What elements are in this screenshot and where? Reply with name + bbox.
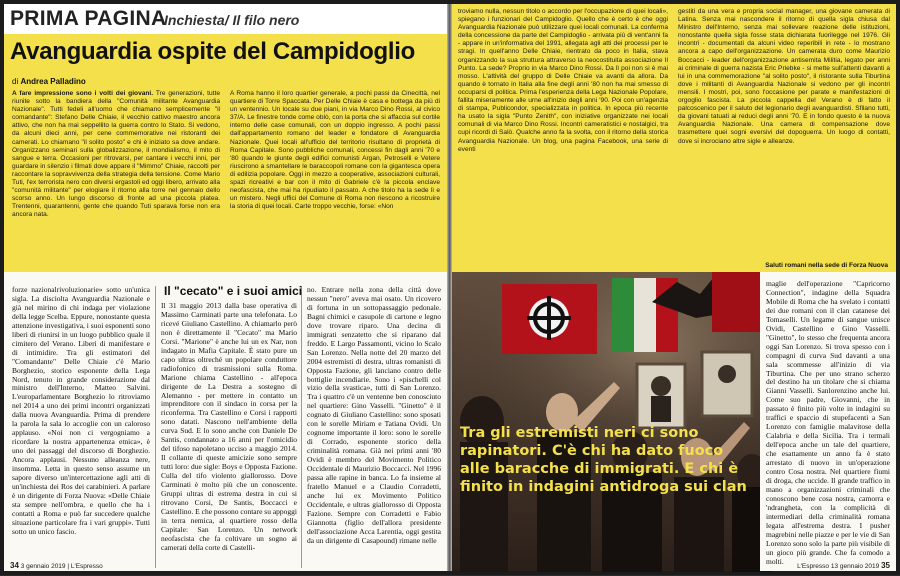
box-column-b: Il 31 maggio 2013 dalla base operativa di Massimo Carminati parte una telefonata. Lo ricevé Giuliano Castellino. A chiamarlo però non è direttamente il "Cecato" ma Mario Corsi. "Marione" è anche lui un ex Nar, non indagato in Mafia Capitale. È stato pure un capo ultras oltreché un popolare conduttore radiofonico di trasmissioni sulla Roma. Marione chiama Castellino - all'epoca dirigente de La Destra a sostegno di Alemanno - per mettere in contatto un imprenditore con il sindaco in corsa per la riconferma. Tra Castellino e Corsi i rapporti sono datati. Nascono nell'ambiente della curva Sud. E lo sono anche con Daniele De Santis, condannato a 16 anni per l'omicidio del tifoso napoletano ucciso a maggio 2014. Il collante di queste amicizie sono sempre tutti loro: due sigle: Boys e Opposta Fazione. Culla del tifo violento giallorosso. Dove Carminati è molto più che un conoscente. Gruppi ultras di estrema destra in cui si ritrovano Corsi, De Santis, Boccacci e Castellino. E che possono contare su appoggi in terra nemica, al quartiere rosso della Capitale: San Lorenzo. Un network neofascista che fa coltivare un sogno ai camerati della corte di Castelli- — [161, 301, 298, 552]
left-page — [4, 4, 447, 571]
article-headline: Avanguardia ospite del Campidoglio — [10, 38, 415, 65]
photo-caption: Saluti romani nella sede di Forza Nuova — [765, 262, 888, 269]
page-number-left: 34 — [10, 561, 19, 570]
byline — [12, 77, 86, 86]
top-column-3: troviamo nulla, nessun titolo o accordo per l'occupazione di quei locali», spiegano i funzionari del Campidoglio. Quello che è certo è che oggi Avanguardia Nazionale può utilizzare quei locali comunali. La conferma della concessione da parte del Campidoglio - arrivata più di vent'anni fa - appare in un'informativa del 1991, allegata agli atti dei processi per le stragi. In quell'anno Delle Chiaie, rientrato da poco in Italia, stava organizzando la sua struttura attraverso la neocostituita associazione Il Punto. La sede? Proprio in via Marco Dino Rossi. Da lì poi non si è mai mosso. L'attività del gruppo di Delle Chiaie va avanti da allora. Da quando è tornato in Italia alla fine degli anni '80 non ha mai smesso di occuparsi di politica. Prima l'esperienza della Lega Nazionale Popolare, fallita miseramente alle urne all'inizio degli anni '90. Poi con un'agenzia di stampa, Publicondor, specializzata in politica. In epoca più recente ha usato la sigla "Punto Zenith", con iniziative organizzate nei locali comunali di via Marco Dino Rossi. Incontri cameratistici e nostalgici, tra cupi ricordi di Salò. Qualche anno fa la svolta, con il ritorno della storica Avanguardia Nazionale. Un blog, una pagina Facebook, una serie di eventi — [458, 8, 668, 153]
box-title: Il "cecato" e i suoi amici — [164, 284, 303, 298]
column-rule — [155, 286, 156, 568]
box-column-a: forze nazionalrivoluzionarie» sotto un'unica sigla. La discioltа Avanguardia Nazionale e già nel mirino di chi indaga per violazione della legge Scelba. Eppure, nonostante questa attenzione investigativa, i suoi esponenti sono liberi di riunirsi in un luogo pubblico quale il cimitero del Verano. Liberi di manifestare e di intimidire. Tra gli estimatori del "Comandante" Delle Chiaie c'è Mario Borghezio, storico esponente della Lega Nord, tenuto in grande considerazione dal ministro dell'Interno, Matteo Salvini. L'europarlamentare Borghezio lo ritroviamo nel 2014 a uno dei primi incontri organizzati dalla nuova Avanguardia. Prima di prendere la parola la sala lo accoglie con un caloroso applauso. «Noi non ci vergogniamo a ricordare la nostra appartenenza etnica», è uno dei passaggi del discorso di Borghezio. Ancora applausi. Nessuno alleanza nere, insomma. Letta in questo senso assume un sapore diverso un'intercettazione agli atti di un'inchiesta dei Ros dei carabinieri. A parlare è un dirigente di Forza Nuova: «Delle Chiaie sta sempre nell'ombra, e quello che ha i contatti a Roma e può far succedere qualche situazione particolare fra i vari gruppi». Tutti sotto un unico fascio. — [12, 285, 150, 536]
section-subtitle: Inchiesta/ Il filo nero — [164, 12, 300, 28]
top-column-1 — [12, 90, 220, 268]
left-footer-meta: 3 gennaio 2019 | L'Espresso — [20, 563, 103, 570]
box-column-d: maglie dell'operazione "Capricorno Connection", indagine della Squadra Mobile di Roma che ha svelato i contatti dei due romani con il clan catanese dei Tomaselli. Un legame di sangue unisce Ovidi, Castellino e Gino Vasselli. "Ginetto", lo stesso che frequenta ancora oggi San Lorenzo. Si trova spesso con i compagni di curva Sud davanti a una sala scommesse all'inizio di via Tiburtina. Che per uno strano scherzo del destino ha un titolare che si chiama Gianni Vasselli. Sanlorenzino anche lui. Come suo padre, Giovanni, che in passato è finito più volte in indagini su traffici e spaccio di stupefacenti a San Lorenzo con famiglie malavitose della Calabria e della Sicilia. Tra i termali dell'epoca anche un tale del quartiere, che esattamente un anno fa è stato arrestato di nuovo in un'operazione contro Cosa nostra. Nel quartiere fiumi di droga, che uccide. Il grande traffico in mano a organizzazioni criminali che conoscono bene cosa nostra, camorra e 'ndrangheta, con la complicità di intermediari della criminalità romana legata all'estrema destra. I pusher magrebini nelle piazze e per le vie di San Lorenzo sono solo la parte più visibile di un gioco più grande. Che fa comodo a molti. — [766, 279, 890, 566]
right-page — [452, 4, 896, 571]
tricolor-flag — [612, 278, 634, 352]
top-column-2: A Roma hanno il loro quartier generale, a pochi passi da Cinecittà, nel quartiere di Torre Spaccata. Per Delle Chiaie è casa e bottega da più di un ventennio. Un locale su due piani, in via Marco Dino Rossi, al civico 37/A. Le finestre tonde come oblò, con la porta che si affaccia sul cortile interno delle case comunali, con un doppio ingresso. A pochi passi dall'appartamento romano del leader e fondatore di Avanguardia Nazionale. Quei locali all'ufficio del territorio risultano di proprietà di Roma Capitale. Sono pubbliche comunali, concessi fin dagli anni '70 e '80 quando le giunte degli edifici comunisti Argan, Petroselli e Vetere riuscirono a smantellare le baraccopoli romane con la gigantesca opera di edilizia popolare. Oggi in mezzo a cooperative, associazioni culturali, spazi ricreativi e bar con il mito di Gabriele c'è la piccola enclave neofascista, che mai ha ripudiato il passato. A che titolo ha la sede lì e un mistero. Negli uffici del Comune di Roma non riescono a ricostruire la storia di quei locali. Carte troppo vecchie, forse: «Non — [230, 90, 440, 211]
byline-author: Andrea Palladino — [20, 77, 86, 86]
right-footer-meta: L'Espresso 13 gennaio 2019 — [797, 563, 880, 570]
lead-sentence: A fare impressione sono i volti dei giovani. — [12, 90, 154, 97]
framed-portrait — [702, 352, 752, 416]
left-footer — [10, 561, 103, 570]
section-header — [4, 4, 447, 34]
right-footer — [797, 561, 890, 570]
box-column-c: no. Entrare nella zona della città dove nessun "nero" aveva mai osato. Un ricovero di fortuna in un sottopassaggio pedonale. Bagni chimici e casupole di cartone e legno dove trovare riparo. Una decina di immigrati senzatetto che si riparano dal freddo. E Largo Passamonti, vicino lo Scalo San Lorenzo. Nella notte del 20 marzo del 2004 estremisti di destra, ultras romanisti di Opposta Fazione, gli lanciano contro delle bottiglie incendiarie. Sono i «pischelli col vizio della svastica», tutti di San Lorenzo. Tra i quattro c'è un ventenne ben conosciuto nel quartiere: Gino Vasselli. "Ginetto" è il cognato di Giuliano Castellino: sono sposati con le sorelle Miriam e Tatiana Ovidi. Un cognome importante il loro: sono le sorelle di Corrado, esponente storico della criminalità romana. Già nei primi anni '80 Ovidi è membro del Movimento Politico Occidentale di Maurizio Boccacci. Nel 1996 passa alle rapine in banca. Lo fa insieme al fratello Manuel e a Claudio Corradetti, anche lui ex Movimento Politico Occidentale, e ultras giallorosso di Opposta Fazione. Sempre con Corradetti e Fabio Giannotta (figlio dell'allora presidente dell'associazione Acca Larentia, oggi gestita da un dirigente di Casapound) rimane nelle — [307, 285, 441, 545]
top-column-4: gestiti da una vera e propria social manager, una giovane camerata di Latina. Senza mai nascondere il ritorno di quella sigla chiusa dal Ministro dell'Interno, senza mai sollevare reazione delle istituzioni, nonostante quella sigla fosse stata dichiarata fuorilegge nel 1976. Gli incontri - documentati da alcuni video reperibili in rete - lo mostrano ancora a capo dell'organizzazione. Un camerata duro come Maurizio Boccacci - leader dell'organizzazione antisemita Militia, legato per anni ai criminale di guerra nazista Eric Priebke - si mette sull'attenti davanti a lui in una commemorazione "al solito posto", il ristorante sulla Tiburtina dove i militanti di Avanguardia Nazionale si vedono per gli incontri mensili. I mostri, poi, sono l'occasione per parate e manifestazioni di orgoglio fascista. La piccola cappella del Verano è di fatto il palcoscenico per il saluto del legionario degli avanguardisti. Sfilano tutti, da giovani tatuati ai reduci degli anni '70. E in fondo questo è la nuova Avanguardia Nazionale. Una camera di compensazione dove trasmettere quei sogni eversivi del dopoguerra. Un luogo di contatti, dove si incrociano altre sigle e alleanze. — [678, 8, 890, 145]
byline-prefix: di — [12, 77, 19, 86]
pull-quote: Tra gli estremisti neri ci sono rapinatori. C'è chi ha dato fuoco alle baracche di immigrati. E chi è finito in indagini antidroga sui clan — [460, 425, 747, 495]
top-column-1-text: Tre generazioni, tutte riunite sotto la bandiera della "Comunità militante Avanguardia Nazionale". Tutti fedeli all'uomo che chiamano semplicemente "il comandante": Stefano Delle Chiaie, il vecchio cattivo maestro ancora attivo, che non ha mai seppellito la guerra contro lo Stato. Si vedono, da alcuni dieci anni, per cene commemorative nei ristoranti dei camerati. Lo chiamano "il solito posto" e chi è iniziato sa dove andare. Organizzano seminari sulla globalizzazione, il mondialismo, il mito di sangue e terra. Occasioni per ritrovarsi, per cantare i vecchi inni, per guardare in silenzio i filmati dove appare il "Mimmo" Chiaie, raccolti per raccontare la sopravvivenza della strategia della tensione. Come Mario Tuti, l'ex terrorista nero con diversi ergastoli ed oggi libero, arrivato alla "comunità militante" per elogiare il ritorno alla torre nel gennaio dello scorso anno. Un lungo discorso di fronte ad una piccola platea. Trentenni, quarantenni, gente che quando Tuti sparava forse non era ancora nata. — [12, 90, 220, 219]
section-title: PRIMA PAGINA — [10, 7, 167, 30]
page-number-right: 35 — [881, 561, 890, 570]
column-rule — [301, 286, 302, 568]
